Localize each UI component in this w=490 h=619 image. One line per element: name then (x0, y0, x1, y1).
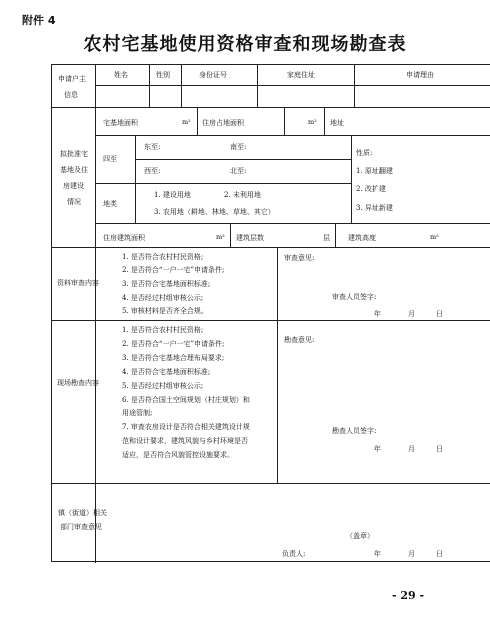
build-area-label: 住房建筑面积 (103, 234, 145, 242)
survey-signer: 勘查人员签字: (332, 427, 377, 435)
col-name: 姓名 (114, 71, 128, 79)
survey-item: 2. 是否符合“一户一宅”申请条件; (122, 340, 225, 348)
applicant-label: 申请户主 (58, 75, 86, 83)
address-label: 地址 (330, 119, 344, 127)
date-day: 日 (436, 550, 443, 558)
dept-label: 镇（街道）相关 (58, 509, 107, 517)
boundary-label: 四至 (103, 155, 117, 163)
column-divider (284, 107, 285, 135)
survey-item: 5. 是否经过村组审核公示; (122, 382, 204, 390)
floors-label: 建筑层数 (236, 234, 264, 242)
survey-item: 4. 是否符合宅基地面积标准; (122, 368, 211, 376)
unit-label: m² (216, 233, 225, 241)
site-label: 房建设 (63, 182, 84, 190)
nature-option: 2. 改扩建 (356, 185, 386, 193)
site-label: 情况 (67, 198, 81, 206)
date-year: 年 (374, 445, 381, 453)
survey-item: 6. 是否符合国土空间规划（村庄规划）和 (122, 396, 250, 404)
row-divider (52, 107, 490, 108)
survey-item: 7. 审查农房设计是否符合相关建筑设计规 (122, 423, 250, 431)
land-option: 2. 未利用地 (224, 191, 261, 199)
nature-option: 3. 异址新建 (356, 204, 393, 212)
page-number: - 29 - (392, 589, 425, 602)
doc-review-item: 4. 是否经过村组审核公示; (122, 294, 204, 302)
doc-review-label: 资料审查内容 (57, 279, 99, 287)
dept-label: 部门审查意见 (60, 523, 102, 531)
doc-review-signer: 审查人员签字: (332, 293, 377, 301)
review-form-table (51, 64, 490, 562)
date-day: 日 (436, 445, 443, 453)
row-divider (95, 183, 351, 184)
survey-item: 用途管制; (122, 409, 153, 417)
land-option: 3. 农用地（耕地、林地、草地、其它） (154, 208, 275, 216)
site-label: 基地及住 (60, 166, 88, 174)
date-year: 年 (374, 310, 381, 318)
house-area-label: 住房占地面积 (202, 119, 244, 127)
homestead-area-label: 宅基地面积 (103, 119, 138, 127)
col-home-address: 家庭住址 (287, 71, 315, 79)
row-divider (52, 320, 490, 321)
column-divider (351, 135, 352, 223)
dept-responsible: 负责人: (282, 550, 306, 558)
row-divider (52, 483, 490, 484)
doc-review-item: 5. 审核材料是否齐全合规。 (122, 307, 208, 315)
column-divider (277, 247, 278, 483)
column-divider (230, 223, 231, 247)
row-divider (95, 85, 490, 86)
date-month: 月 (408, 445, 415, 453)
south-label: 南至: (230, 143, 247, 151)
column-divider (135, 135, 136, 223)
site-survey-label: 现场勘查内容 (57, 379, 99, 387)
row-divider (52, 247, 490, 248)
col-reason: 申请理由 (406, 71, 434, 79)
date-month: 月 (408, 550, 415, 558)
unit-label: m² (430, 233, 439, 241)
annex-label: 附件 4 (22, 14, 56, 27)
column-divider (95, 65, 96, 563)
nature-option: 1. 原址翻建 (356, 167, 393, 175)
west-label: 西至: (144, 167, 161, 175)
doc-review-item: 2. 是否符合“一户一宅”申请条件; (122, 266, 225, 274)
height-label: 建筑高度 (348, 234, 376, 242)
nature-label: 性质: (356, 149, 373, 157)
col-gender: 性别 (156, 71, 170, 79)
doc-review-item: 1. 是否符合农村村民资格; (122, 253, 204, 261)
doc-review-item: 3. 是否符合宅基地面积标准; (122, 280, 211, 288)
column-divider (335, 223, 336, 247)
land-option: 1. 建设用地 (154, 191, 191, 199)
date-month: 月 (408, 310, 415, 318)
row-divider (135, 159, 351, 160)
east-label: 东至: (144, 143, 161, 151)
column-divider (197, 107, 198, 135)
floors-unit: 层 (323, 234, 330, 242)
survey-item: 3. 是否符合宅基地合理布局要求; (122, 354, 225, 362)
date-day: 日 (436, 310, 443, 318)
page-title: 农村宅基地使用资格审查和现场勘查表 (83, 34, 407, 55)
applicant-label: 信息 (64, 91, 78, 99)
survey-item: 适应，是否符合风貌管控设施要求。 (122, 451, 234, 459)
column-divider (354, 65, 355, 107)
survey-opinion: 勘查意见: (284, 336, 315, 344)
column-divider (257, 65, 258, 107)
row-divider (95, 223, 490, 224)
survey-item: 范和设计要求，建筑风貌与乡村环境是否 (122, 437, 248, 445)
column-divider (324, 107, 325, 135)
dept-seal: （盖章） (346, 532, 374, 540)
doc-review-opinion: 审查意见: (284, 254, 315, 262)
column-divider (149, 65, 150, 107)
land-type-label: 地类 (103, 200, 117, 208)
survey-item: 1. 是否符合农村村民资格; (122, 326, 204, 334)
unit-label: m² (182, 118, 191, 126)
column-divider (181, 65, 182, 107)
date-year: 年 (374, 550, 381, 558)
north-label: 北至: (230, 167, 247, 175)
col-id-number: 身份证号 (199, 71, 227, 79)
site-label: 拟批准宅 (60, 150, 88, 158)
row-divider (95, 135, 490, 136)
unit-label: m² (308, 118, 317, 126)
